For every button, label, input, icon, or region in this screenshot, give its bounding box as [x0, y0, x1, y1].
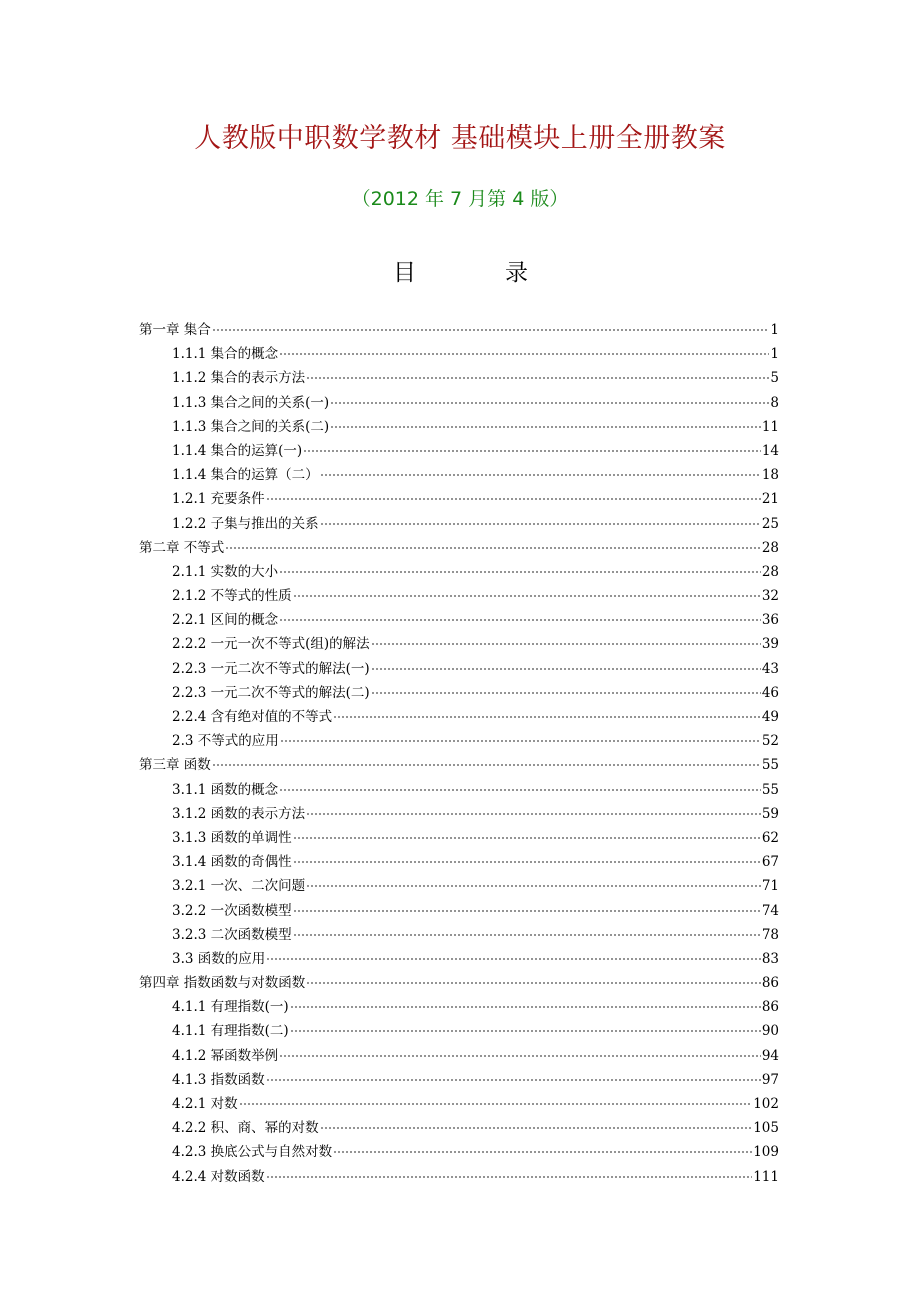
- toc-section-entry[interactable]: [139, 778, 779, 802]
- toc-dot-leader: [266, 958, 761, 960]
- toc-entry-label: 4.2.1 对数: [172, 1096, 238, 1112]
- toc-entry-page-number: 52: [761, 733, 779, 750]
- toc-entry-page-number: 90: [761, 1023, 779, 1040]
- toc-dot-leader: [290, 1006, 761, 1008]
- toc-entry-page-number: 62: [761, 829, 779, 846]
- toc-entry-page-number: 21: [761, 491, 779, 508]
- toc-entry-page-number: 28: [761, 539, 779, 556]
- toc-entry-page-number: 111: [753, 1168, 779, 1185]
- toc-entry-label: 4.2.3 换底公式与自然对数: [172, 1144, 333, 1161]
- toc-section-entry[interactable]: [139, 995, 779, 1019]
- toc-dot-leader: [212, 764, 761, 766]
- toc-entry-label: 3.2.2 一次函数模型: [172, 902, 292, 919]
- toc-entry-label: 第一章 集合: [139, 322, 211, 338]
- toc-entry-label: 1.1.3 集合之间的关系(一): [172, 394, 330, 411]
- toc-entry-label: 3.1.4 函数的奇偶性: [172, 854, 292, 871]
- toc-dot-leader: [306, 885, 761, 887]
- toc-entry-page-number: 55: [761, 757, 779, 774]
- toc-entry-label: 3.1.2 函数的表示方法: [172, 805, 306, 822]
- toc-entry-page-number: 86: [761, 999, 779, 1016]
- toc-entry-label: 2.1.1 实数的大小: [172, 563, 279, 580]
- toc-section-entry[interactable]: [139, 1044, 779, 1068]
- toc-dot-leader: [293, 837, 761, 839]
- toc-entry-page-number: 94: [761, 1047, 779, 1064]
- toc-entry-page-number: 36: [761, 612, 779, 629]
- toc-entry-label: 1.2.1 充要条件: [172, 491, 265, 508]
- toc-chapter-entry[interactable]: [139, 536, 779, 560]
- toc-entry-label: 4.1.1 有理指数(二): [172, 1023, 289, 1040]
- toc-entry-label: 2.1.2 不等式的性质: [172, 588, 292, 605]
- toc-dot-leader: [320, 1127, 753, 1129]
- toc-section-entry[interactable]: [139, 899, 779, 923]
- toc-section-entry[interactable]: [139, 705, 779, 729]
- toc-dot-leader: [330, 402, 769, 404]
- toc-entry-page-number: 105: [753, 1120, 779, 1137]
- toc-dot-leader: [330, 426, 761, 428]
- toc-heading-char-1: 目: [393, 260, 416, 286]
- toc-section-entry[interactable]: [139, 608, 779, 632]
- toc-section-entry[interactable]: [139, 487, 779, 511]
- toc-section-entry[interactable]: [139, 391, 779, 415]
- toc-dot-leader: [306, 377, 769, 379]
- toc-entry-page-number: 8: [770, 394, 779, 411]
- toc-section-entry[interactable]: [139, 850, 779, 874]
- toc-dot-leader: [293, 861, 761, 863]
- toc-entry-page-number: 25: [761, 515, 779, 532]
- toc-chapter-entry[interactable]: [139, 318, 779, 342]
- toc-heading-char-2: 录: [505, 260, 528, 286]
- toc-dot-leader: [290, 1030, 761, 1032]
- toc-entry-label: 4.1.2 幂函数举例: [172, 1047, 279, 1064]
- toc-entry-label: 第二章 不等式: [139, 539, 225, 556]
- toc-entry-label: 3.1.3 函数的单调性: [172, 829, 292, 846]
- toc-entry-page-number: 14: [761, 442, 779, 459]
- toc-dot-leader: [225, 547, 761, 549]
- toc-dot-leader: [266, 498, 761, 500]
- toc-dot-leader: [320, 523, 761, 525]
- toc-section-entry[interactable]: [139, 1140, 779, 1164]
- toc-entry-label: 2.2.4 含有绝对值的不等式: [172, 709, 333, 725]
- toc-entry-label: 1.1.4 集合的运算（二）: [172, 467, 319, 484]
- toc-entry-page-number: 83: [761, 950, 779, 967]
- toc-entry-label: 2.2.3 一元二次不等式的解法(二): [172, 684, 370, 701]
- toc-entry-page-number: 28: [761, 563, 779, 580]
- toc-section-entry[interactable]: [139, 923, 779, 947]
- toc-dot-leader: [293, 934, 761, 936]
- toc-section-entry[interactable]: [139, 947, 779, 971]
- toc-entry-label: 2.2.3 一元二次不等式的解法(一): [172, 660, 370, 677]
- toc-section-entry[interactable]: [139, 1019, 779, 1043]
- document-title: 人教版中职数学教材 基础模块上册全册教案: [194, 123, 726, 154]
- toc-entry-label: 4.1.3 指数函数: [172, 1071, 265, 1088]
- toc-section-entry[interactable]: [139, 512, 779, 536]
- toc-chapter-entry[interactable]: [139, 971, 779, 995]
- toc-section-entry[interactable]: [139, 366, 779, 390]
- toc-section-entry[interactable]: [139, 1165, 779, 1189]
- toc-entry-label: 2.3 不等式的应用: [172, 733, 279, 750]
- toc-entry-label: 第三章 函数: [139, 757, 211, 774]
- toc-dot-leader: [293, 595, 761, 597]
- toc-entry-page-number: 67: [761, 854, 779, 871]
- toc-dot-leader: [306, 982, 761, 984]
- toc-entry-page-number: 18: [761, 467, 779, 484]
- toc-entry-label: 1.1.3 集合之间的关系(二): [172, 418, 330, 435]
- toc-dot-leader: [279, 789, 761, 791]
- toc-entry-page-number: 97: [761, 1071, 779, 1088]
- toc-dot-leader: [333, 716, 761, 718]
- toc-section-entry[interactable]: [139, 584, 779, 608]
- toc-entry-label: 3.2.3 二次函数模型: [172, 926, 292, 943]
- toc-entry-label: 2.2.2 一元一次不等式(组)的解法: [172, 636, 370, 653]
- toc-entry-label: 1.1.2 集合的表示方法: [172, 370, 306, 387]
- toc-entry-page-number: 74: [761, 902, 779, 919]
- toc-entry-page-number: 102: [753, 1096, 779, 1112]
- table-of-contents: [139, 318, 779, 1189]
- toc-section-entry[interactable]: [139, 632, 779, 656]
- toc-dot-leader: [320, 474, 761, 476]
- toc-section-entry[interactable]: [139, 439, 779, 463]
- toc-dot-leader: [303, 450, 761, 452]
- toc-dot-leader: [279, 619, 761, 621]
- toc-entry-page-number: 1: [770, 346, 779, 363]
- toc-entry-label: 4.2.4 对数函数: [172, 1168, 265, 1185]
- toc-dot-leader: [266, 1079, 761, 1081]
- toc-section-entry[interactable]: [139, 415, 779, 439]
- toc-entry-label: 3.1.1 函数的概念: [172, 781, 279, 798]
- document-subtitle: （2012 年 7 月第 4 版）: [351, 188, 569, 210]
- toc-entry-page-number: 86: [761, 975, 779, 992]
- toc-dot-leader: [279, 571, 761, 573]
- toc-entry-page-number: 78: [761, 926, 779, 943]
- toc-section-entry[interactable]: [139, 1068, 779, 1092]
- toc-entry-label: 第四章 指数函数与对数函数: [139, 975, 306, 992]
- toc-entry-label: 1.1.1 集合的概念: [172, 346, 279, 363]
- toc-dot-leader: [280, 740, 761, 742]
- toc-entry-page-number: 39: [761, 636, 779, 653]
- toc-entry-label: 4.1.1 有理指数(一): [172, 999, 289, 1016]
- toc-entry-page-number: 109: [753, 1144, 779, 1161]
- toc-dot-leader: [239, 1103, 753, 1105]
- toc-section-entry[interactable]: [139, 1116, 779, 1140]
- toc-section-entry[interactable]: [139, 342, 779, 366]
- toc-section-entry[interactable]: [139, 874, 779, 898]
- toc-entry-label: 1.1.4 集合的运算(一): [172, 442, 303, 459]
- toc-dot-leader: [371, 692, 761, 694]
- toc-entry-label: 3.2.1 一次、二次问题: [172, 878, 306, 895]
- toc-entry-label: 3.3 函数的应用: [172, 950, 266, 967]
- toc-entry-label: 2.2.1 区间的概念: [172, 612, 279, 629]
- toc-section-entry[interactable]: [139, 560, 779, 584]
- toc-dot-leader: [333, 1151, 752, 1153]
- toc-dot-leader: [371, 643, 761, 645]
- toc-section-entry[interactable]: [139, 729, 779, 753]
- toc-dot-leader: [293, 910, 761, 912]
- toc-entry-page-number: 1: [770, 322, 779, 338]
- toc-section-entry[interactable]: [139, 657, 779, 681]
- toc-entry-page-number: 43: [761, 660, 779, 677]
- toc-section-entry[interactable]: [139, 826, 779, 850]
- toc-chapter-entry[interactable]: [139, 753, 779, 777]
- toc-entry-page-number: 71: [761, 878, 779, 895]
- toc-entry-page-number: 55: [761, 781, 779, 798]
- toc-entry-page-number: 59: [761, 805, 779, 822]
- toc-entry-page-number: 5: [770, 370, 779, 387]
- toc-section-entry[interactable]: [139, 1092, 779, 1116]
- toc-entry-page-number: 49: [761, 709, 779, 725]
- toc-entry-page-number: 46: [761, 684, 779, 701]
- toc-entry-label: 4.2.2 积、商、幂的对数: [172, 1120, 319, 1137]
- toc-dot-leader: [371, 668, 761, 670]
- toc-dot-leader: [279, 353, 769, 355]
- toc-section-entry[interactable]: [139, 463, 779, 487]
- toc-dot-leader: [212, 329, 770, 331]
- toc-entry-page-number: 32: [761, 588, 779, 605]
- toc-section-entry[interactable]: [139, 681, 779, 705]
- toc-dot-leader: [266, 1176, 753, 1178]
- toc-section-entry[interactable]: [139, 802, 779, 826]
- toc-entry-label: 1.2.2 子集与推出的关系: [172, 515, 319, 532]
- toc-dot-leader: [306, 813, 761, 815]
- toc-dot-leader: [279, 1055, 761, 1057]
- toc-entry-page-number: 11: [761, 418, 779, 435]
